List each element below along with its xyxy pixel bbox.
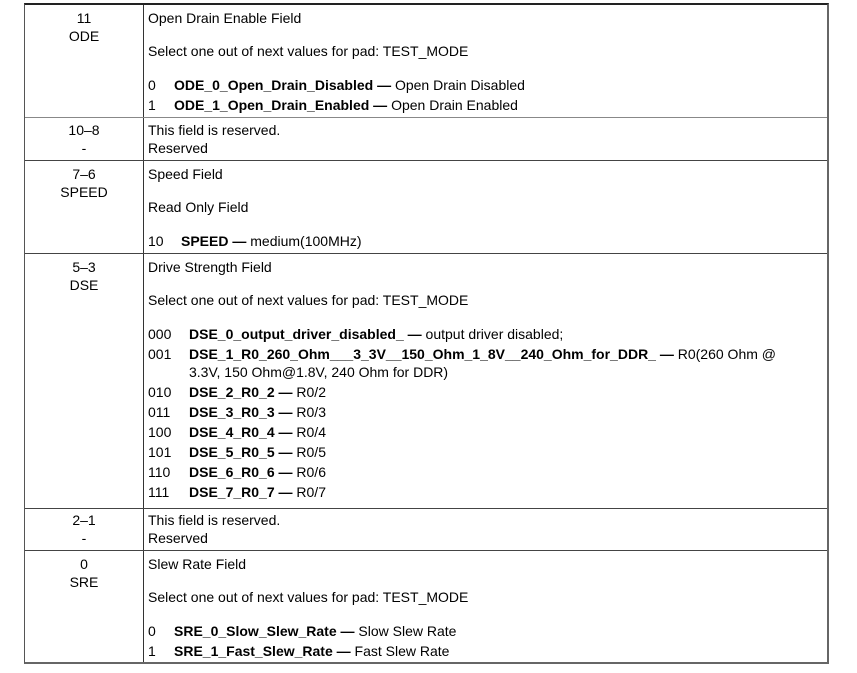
table-row-ode [25,5,827,118]
value-code: 10 [148,233,164,249]
value-item [148,482,827,502]
value-name: SRE_1_Fast_Slew_Rate [174,643,333,659]
value-item [148,324,827,344]
value-name: ODE_0_Open_Drain_Disabled [174,77,374,93]
value-name: DSE_1_R0_260_Ohm___3_3V__150_Ohm_1_8V__240_Ohm_for_DDR_ [189,346,656,362]
description-cell [144,509,827,550]
value-code: 011 [148,404,171,420]
value-code: 0 [148,77,156,93]
value-code: 000 [148,326,172,342]
value-item [148,462,827,482]
value-desc: R0/4 [296,424,326,440]
field-name: - [81,140,87,156]
value-desc: R0/3 [296,404,326,420]
value-name: DSE_4_R0_4 [189,424,275,440]
field-cell [25,118,144,160]
description-cell [144,161,827,253]
field-bits: 0 [80,556,88,572]
value-desc: R0/7 [296,484,326,500]
separator: — [274,384,297,400]
field-subtitle: Select one out of next values for pad: TEST_MODE [148,43,469,59]
field-name: DSE [69,277,99,293]
table-row-reserved-2-1 [25,509,827,551]
value-name: DSE_5_R0_5 [189,444,275,460]
field-subtitle: Select one out of next values for pad: TEST_MODE [148,292,469,308]
separator: — [332,643,355,659]
table-row-speed [25,161,827,254]
field-subtitle: Read Only Field [148,199,249,215]
value-name: DSE_7_R0_7 [189,484,275,500]
value-item [148,402,827,422]
separator: — [274,444,297,460]
value-name: DSE_3_R0_3 [189,404,275,420]
value-item [148,422,827,442]
value-desc: Fast Slew Rate [354,643,450,659]
separator: — [336,623,359,639]
field-bits: 5–3 [72,259,96,275]
field-title: Slew Rate Field [148,556,247,572]
reserved-label: Reserved [148,530,208,546]
value-name: ODE_1_Open_Drain_Enabled [174,97,370,113]
reserved-note: This field is reserved. [148,512,281,528]
separator: — [369,97,392,113]
value-desc: R0/2 [296,384,326,400]
field-cell [25,161,144,253]
table-row-dse [25,254,827,509]
value-code: 1 [148,643,156,659]
description-cell [144,254,827,508]
table-row-sre [25,551,827,662]
field-bits: 2–1 [72,512,96,528]
value-item [148,621,827,641]
value-item [148,95,827,115]
value-item [148,641,827,661]
field-name: SPEED [60,184,108,200]
value-item [148,442,827,462]
description-cell [144,551,827,662]
field-cell [25,254,144,508]
value-code: 001 [148,346,172,362]
value-name: DSE_6_R0_6 [189,464,275,480]
value-desc: Open Drain Enabled [391,97,518,113]
value-desc: Open Drain Disabled [394,77,525,93]
value-item [148,231,827,251]
reserved-label: Reserved [148,140,208,156]
field-cell [25,509,144,550]
field-bits: 11 [76,10,92,26]
field-name: - [81,530,87,546]
field-subtitle: Select one out of next values for pad: TEST_MODE [148,589,469,605]
register-field-table [24,3,829,664]
value-code: 010 [148,384,172,400]
value-desc: Slow Slew Rate [358,623,457,639]
field-bits: 7–6 [72,166,96,182]
value-code: 100 [148,424,172,440]
field-cell [25,5,144,117]
value-code: 1 [148,97,156,113]
value-name: SPEED [181,233,229,249]
value-code: 111 [148,484,170,500]
value-code: 110 [148,464,171,480]
separator: — [373,77,395,93]
field-title: Speed Field [148,166,223,182]
value-item [148,75,827,95]
value-item [148,382,827,402]
separator: — [655,346,678,362]
separator: — [228,233,251,249]
table-row-reserved-10-8 [25,118,827,161]
field-title: Open Drain Enable Field [148,10,302,26]
field-name: SRE [69,574,99,590]
value-name: DSE_0_output_driver_disabled_ [189,326,404,342]
value-item [148,344,827,382]
field-bits: 10–8 [68,122,100,138]
value-desc: R0(260 Ohm @ 3.3V, 150 Ohm@1.8V, 240 Ohm for DDR) [189,346,776,380]
separator: — [403,326,426,342]
description-cell [144,118,827,160]
field-title: Drive Strength Field [148,259,272,275]
field-name: ODE [68,28,100,44]
value-code: 101 [148,444,172,460]
value-desc: medium(100MHz) [250,233,362,249]
value-code: 0 [148,623,156,639]
separator: — [274,424,297,440]
separator: — [274,464,297,480]
value-desc: R0/6 [296,464,326,480]
description-cell [144,5,827,117]
separator: — [274,404,297,420]
value-name: DSE_2_R0_2 [189,384,275,400]
field-cell [25,551,144,662]
reserved-note: This field is reserved. [148,122,281,138]
value-name: SRE_0_Slow_Slew_Rate [174,623,337,639]
separator: — [274,484,297,500]
value-desc: output driver disabled; [425,326,564,342]
value-desc: R0/5 [296,444,326,460]
